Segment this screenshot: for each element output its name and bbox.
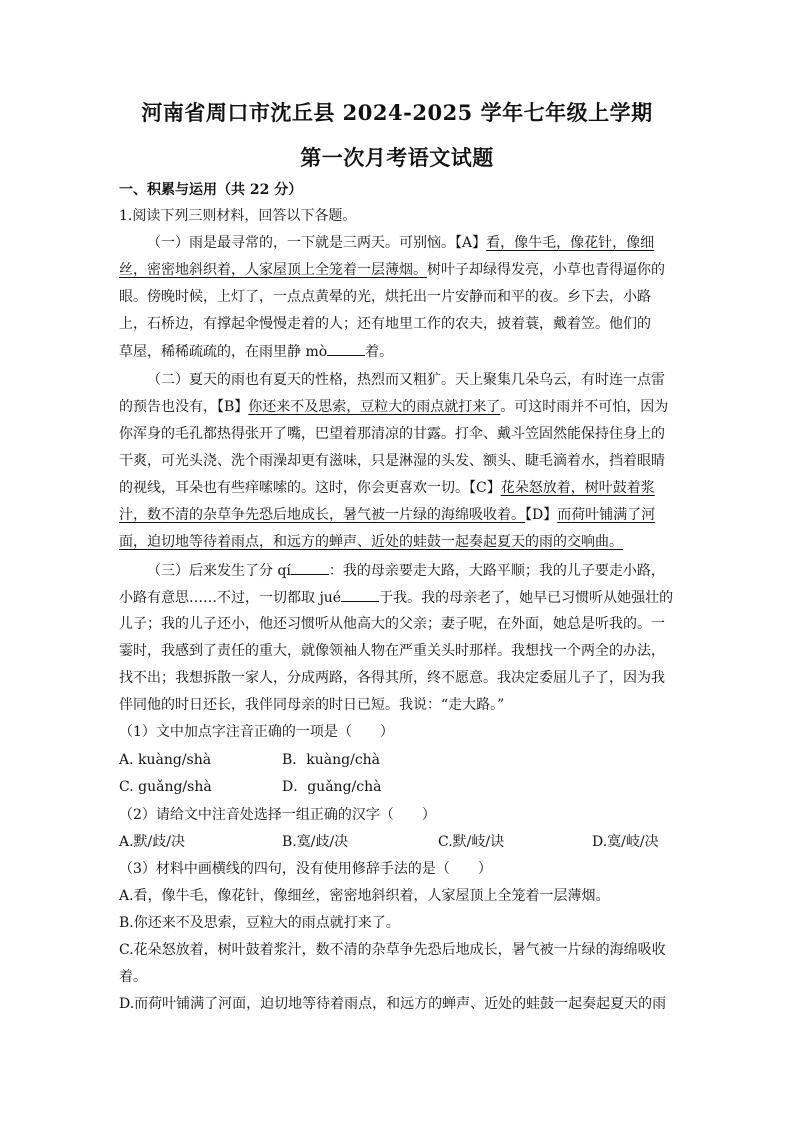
passage1-line	[147, 234, 679, 252]
passage3-line: 霎时，我感到了责任的重大，就像领袖人物在严重关头时那样。我想找一个两全的办法，	[119, 643, 665, 659]
passage3-line: 找不出；我想拆散一家人，分成两路，各得其所，终不愿意。我决定委屈儿子了，因为我	[119, 670, 665, 686]
underlined-sentence-b: 你还来不及思索，豆粒大的雨点就打来了	[248, 399, 501, 415]
underlined-sentence-d: 面，迫切地等待着雨点，和远方的蝉声、近处的蛙鼓一起奏起夏天的雨的交响曲。	[119, 534, 623, 550]
option-a[interactable]: A.看，像牛毛，像花针，像细丝，密密地斜织着，人家屋顶上全笼着一层薄烟。	[119, 888, 610, 904]
option-d[interactable]: D.寞/岐/决	[592, 834, 659, 850]
passage1-line: 上，石桥边，有撑起伞慢慢走着的人；还有地里工作的农夫，披着蓑，戴着笠。他们的	[119, 316, 651, 332]
passage-text: （三）后来发生了分 qí	[147, 563, 291, 579]
passage-text: 树叶子却绿得发亮，小草也青得逼你的	[427, 262, 665, 278]
fill-blank	[327, 342, 365, 356]
option-c[interactable]: C. guǎng/shà	[119, 779, 212, 795]
passage2-line: （二）夏天的雨也有夏天的性格，热烈而又粗犷。天上聚集几朵乌云，有时连一点雷	[147, 372, 665, 388]
option-b[interactable]: B.寞/歧/决	[282, 834, 349, 850]
passage1-line: 眼。傍晚时候，上灯了，一点点黄晕的光，烘托出一片安静而和平的夜。乡下去，小路	[119, 289, 651, 305]
fill-blank	[341, 588, 379, 602]
subquestion-1-stem: （1）文中加点字注音正确的一项是（ ）	[119, 724, 394, 740]
passage3-line	[147, 561, 679, 580]
option-b[interactable]: B.你还来不及思索，豆粒大的雨点就打来了。	[119, 915, 400, 931]
underlined-sentence-c: 花朵怒放着，树叶鼓着浆	[500, 480, 655, 496]
passage-text: 。可这时雨并不可怕，因为	[500, 399, 669, 415]
question-stem: 1.阅读下列三则材料，回答以下各题。	[119, 208, 357, 224]
option-c[interactable]: C.花朵怒放着，树叶鼓着浆汁，数不清的杂草争先恐后地成长，暑气被一片绿的海绵吸收	[119, 942, 666, 958]
passage-text: 草屋，稀稀疏疏的，在雨里静 mò	[119, 344, 328, 360]
subquestion-2-stem: （2）请给文中注音处选择一组正确的汉字（ ）	[119, 807, 436, 823]
passage-text: 着。	[365, 344, 394, 360]
passage1-line	[119, 261, 679, 279]
option-c[interactable]: C.默/岐/诀	[438, 834, 505, 850]
section-heading: 一、积累与运用（共 22 分）	[119, 182, 303, 198]
passage2-line	[119, 398, 679, 416]
passage2-line	[119, 506, 679, 524]
subquestion-3-stem: （3）材料中画横线的四句，没有使用修辞手法的是（ ）	[119, 861, 492, 877]
underlined-sentence-a: 丝，密密地斜织着，人家屋顶上全笼着一层薄烟。	[119, 262, 427, 278]
passage2-line	[119, 533, 679, 551]
passage-text: 小路有意思……不过，一切都取 jué	[119, 590, 342, 606]
option-a[interactable]: A. kuàng/shà	[119, 752, 212, 768]
fill-blank	[291, 561, 329, 575]
passage2-line: 干爽，可光头浇、洗个雨澡却更有滋味，只是淋湿的头发、额头、睫毛滴着水，挡着眼睛	[119, 453, 665, 469]
passage1-line	[119, 342, 679, 361]
underlined-sentence-d: 而荷叶铺满了河	[557, 507, 656, 523]
passage3-line: 儿子；我的儿子还小，他还习惯听从他高大的父亲；妻子呢，在外面，她总是听我的。一	[119, 616, 665, 632]
option-b[interactable]: B．kuàng/chà	[282, 752, 381, 768]
passage-text: 的视线，耳朵也有些痒嗦嗦的。这时，你会更喜欢一切。【C】	[119, 480, 501, 496]
passage2-line	[119, 479, 679, 497]
passage-text: ：我的母亲要走大路，大路平顺；我的儿子要走小路，	[328, 563, 665, 579]
passage3-line	[119, 588, 679, 607]
passage-text: 于我。我的母亲老了，她早已习惯听从她强壮的	[379, 590, 674, 606]
option-d[interactable]: D.而荷叶铺满了河面，迫切地等待着雨点，和远方的蝉声、近处的蛙鼓一起奏起夏天的雨	[119, 996, 667, 1012]
option-a[interactable]: A.默/歧/决	[119, 834, 185, 850]
passage-text: 【D】	[525, 507, 558, 523]
passage3-line: 伴同他的时日还长，我伴同母亲的时日已短。我说：“走大路。”	[119, 697, 505, 713]
passage-text: 的预告也没有，【B】	[119, 399, 249, 415]
underlined-sentence-a: 看，像牛毛，像花针，像细	[486, 235, 655, 251]
option-d[interactable]: D．guǎng/chà	[282, 779, 382, 795]
passage2-line: 你浑身的毛孔都热得张开了嘴，巴望着那清凉的甘露。打伞、戴斗笠固然能保持住身上的	[119, 426, 665, 442]
passage-text: （一）雨是最寻常的，一下就是三两天。可别恼。【A】	[147, 235, 487, 251]
underlined-sentence-c: 汁，数不清的杂草争先恐后地成长，暑气被一片绿的海绵吸收着。	[119, 507, 525, 523]
exam-title-line2: 第一次月考语文试题	[300, 145, 494, 170]
option-c-continued[interactable]: 着。	[119, 969, 147, 985]
exam-title-line1: 河南省周口市沈丘县 2024-2025 学年七年级上学期	[141, 100, 653, 125]
